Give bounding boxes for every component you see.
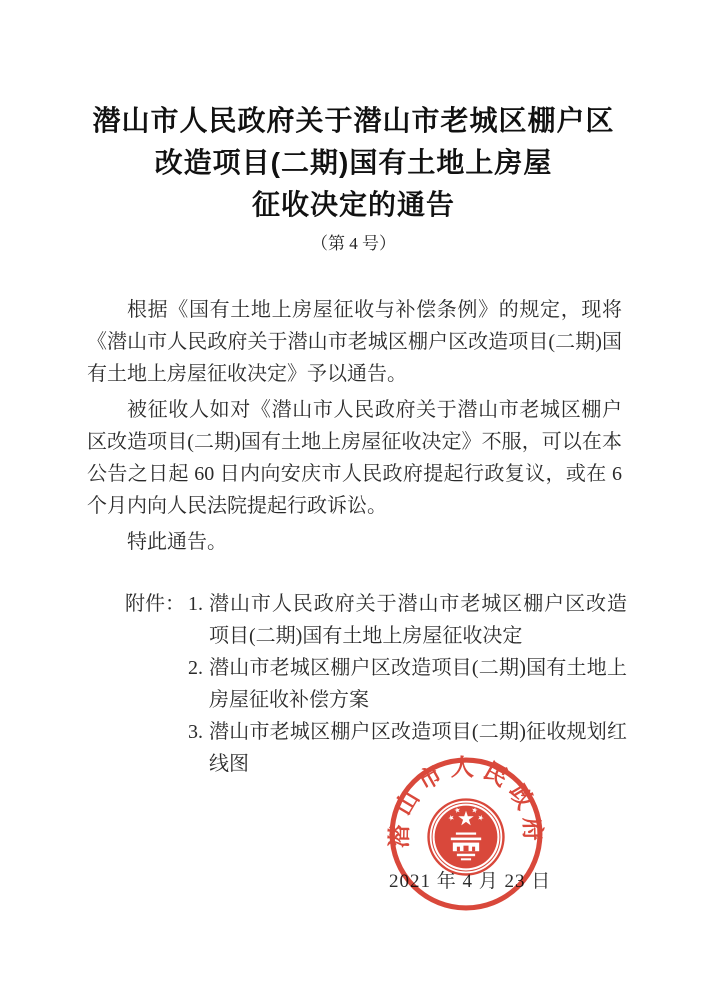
date-text: 2021 年 4 月 23 日 [389, 871, 552, 892]
title-line-1: 潜山市人民政府关于潜山市老城区棚户区 [92, 105, 615, 136]
paragraph-basis: 根据《国有土地上房屋征收与补偿条例》的规定，现将《潜山市人民政府关于潜山市老城区棚户区改造项目(二期)国有土地上房屋征收决定》予以通告。 [87, 299, 622, 385]
attachment-item [125, 588, 627, 652]
attachment-text: 潜山市老城区棚户区改造项目(二期)国有土地上房屋征收补偿方案 [209, 657, 627, 711]
attachments-list [125, 588, 627, 780]
document-number: （第 4 号） [311, 234, 396, 253]
attachment-text: 潜山市老城区棚户区改造项目(二期)征收规划红线图 [209, 721, 627, 775]
attachment-text: 潜山市人民政府关于潜山市老城区棚户区改造项目(二期)国有土地上房屋征收决定 [209, 593, 627, 647]
paragraph-appeal-rights: 被征收人如对《潜山市人民政府关于潜山市老城区棚户区改造项目(二期)国有土地上房屋征收决定》不服，可以在本公告之日起 60 日内向安庆市人民政府提起行政复议，或在 6 个月内向人民法院提起行政诉讼。 [87, 399, 622, 517]
official-seal [386, 754, 546, 914]
attachment-item [125, 716, 627, 780]
attachment-number: 3. [188, 721, 203, 743]
document-body [87, 294, 622, 558]
seal-text: 潜山市人民政府 [386, 754, 546, 849]
attachments-label: 附件： [125, 593, 185, 615]
title-line-3: 征收决定的通告 [251, 189, 455, 220]
attachment-number: 1. [188, 593, 203, 615]
document-title [0, 0, 707, 226]
attachment-number: 2. [188, 657, 203, 679]
title-line-2: 改造项目(二期)国有土地上房屋 [154, 147, 553, 178]
national-emblem-icon [429, 800, 504, 875]
paragraph-closing: 特此通告。 [127, 531, 227, 553]
attachment-item [125, 652, 627, 716]
